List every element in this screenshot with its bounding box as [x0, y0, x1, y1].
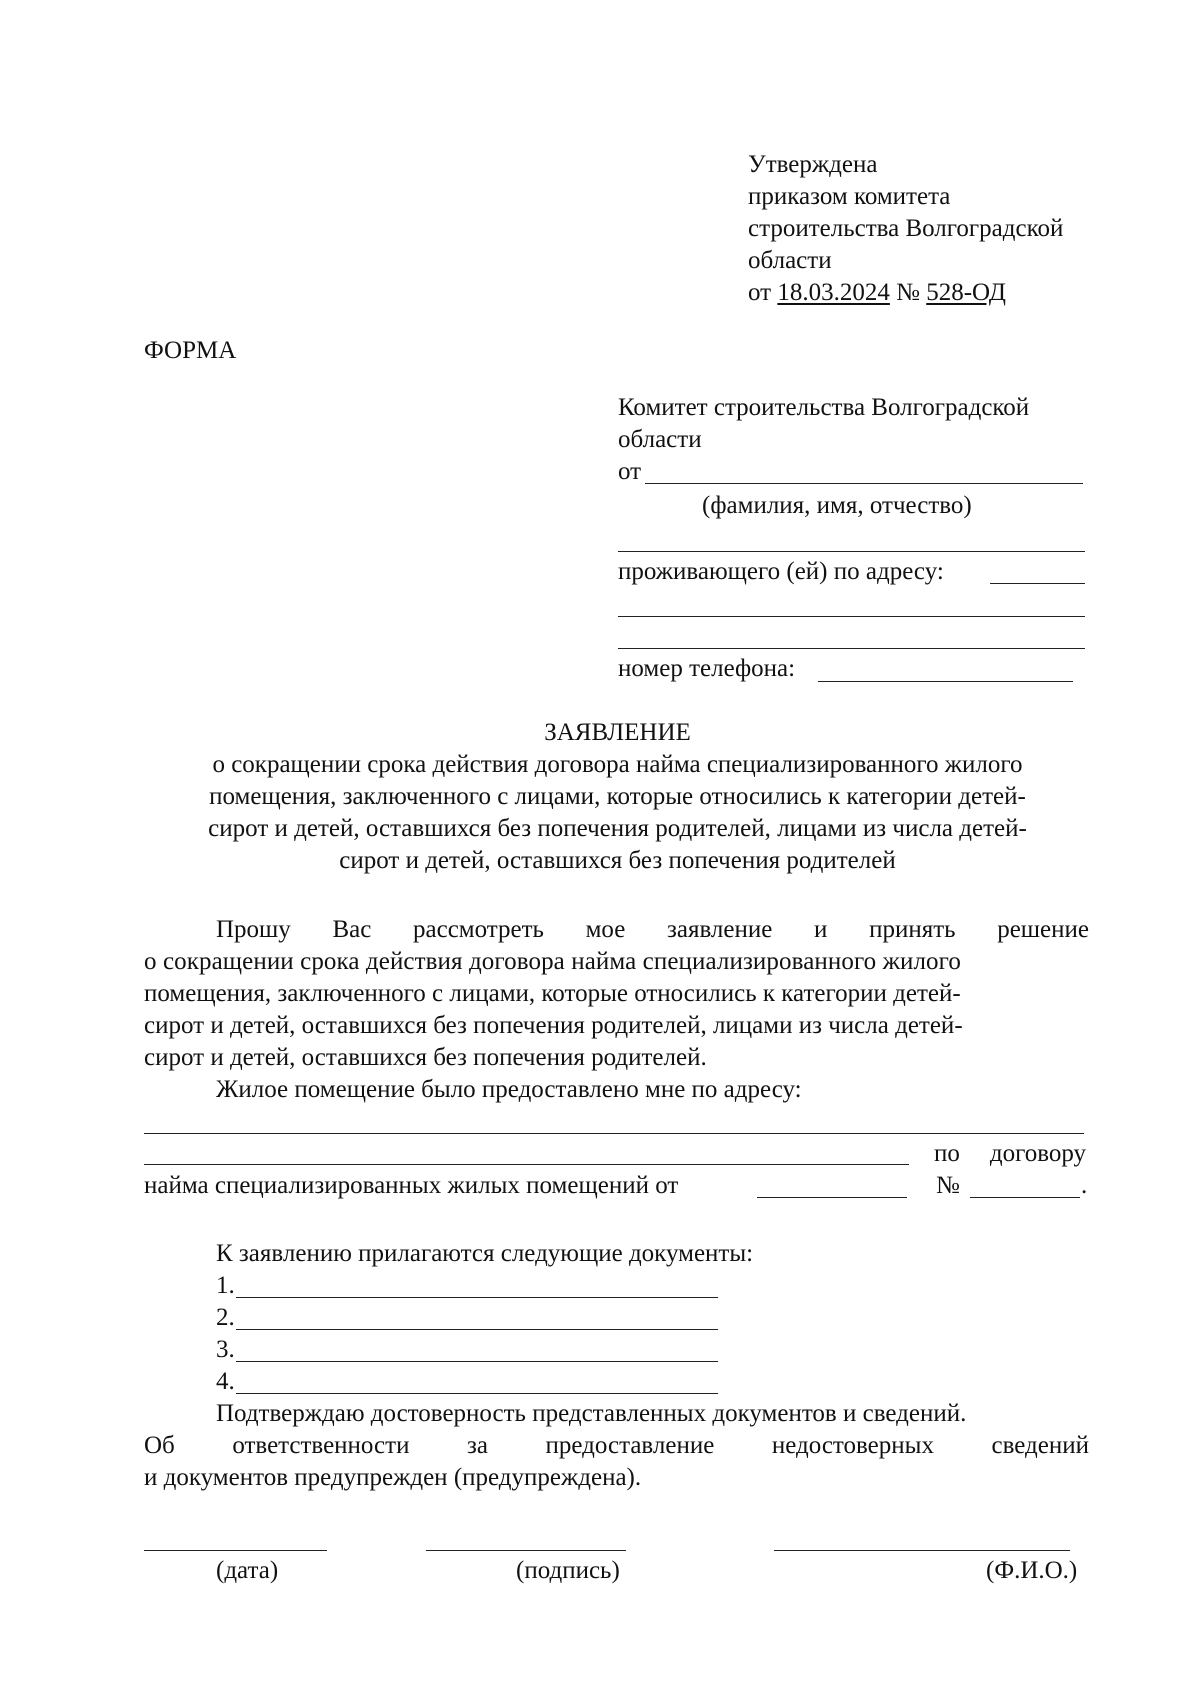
statement-subtitle-3: сирот и детей, оставшихся без попечения родителей, лицами из числа детей-	[208, 815, 1027, 842]
contract-period: .	[1081, 1172, 1088, 1199]
body-p1-line-3: помещения, заключенного с лицами, которые относились к категории детей-	[144, 980, 961, 1007]
confirmation-line-3: и документов предупрежден (предупреждена).	[144, 1464, 642, 1491]
attachment-line-2[interactable]	[236, 1329, 718, 1330]
fio-input-line-2[interactable]	[618, 551, 1085, 552]
residing-label: проживающего (ей) по адресу:	[618, 558, 944, 585]
contract-line: найма специализированных жилых помещений от	[144, 1172, 679, 1199]
approval-date-line	[748, 277, 1006, 309]
attachment-num-3: 3.	[216, 1336, 235, 1363]
address-input-line-3[interactable]	[618, 648, 1085, 649]
phone-input-line[interactable]	[818, 681, 1073, 682]
date-signature-line[interactable]	[144, 1550, 327, 1551]
attachment-line-3[interactable]	[236, 1361, 718, 1362]
confirmation-line-1: Подтверждаю достоверность представленных документов и сведений.	[216, 1400, 967, 1427]
word: решение	[997, 916, 1089, 943]
signature-sign-hint: (подпись)	[516, 1557, 620, 1584]
form-label: ФОРМА	[144, 337, 237, 364]
phone-label: номер телефона:	[618, 655, 796, 682]
word: недостоверных	[771, 1432, 934, 1459]
word: Вас	[332, 916, 372, 943]
contract-number-line[interactable]	[970, 1197, 1080, 1198]
contract-words	[934, 1138, 1086, 1170]
addressee-from-label: от	[618, 458, 642, 485]
sign-signature-line[interactable]	[426, 1550, 626, 1551]
statement-title: ЗАЯВЛЕНИЕ	[544, 719, 691, 746]
body-p2: Жилое помещение было предоставлено мне по адресу:	[216, 1076, 802, 1103]
attachment-line-4[interactable]	[236, 1393, 718, 1394]
approval-num-sign: №	[896, 279, 920, 306]
confirmation-line-2	[144, 1430, 1089, 1462]
word: предоставление	[545, 1432, 715, 1459]
word: Об	[144, 1432, 175, 1459]
attachment-num-1: 1.	[216, 1272, 235, 1299]
word: за	[466, 1432, 488, 1459]
word: сведений	[991, 1432, 1089, 1459]
body-p1-line-4: сирот и детей, оставшихся без попечения родителей, лицами из числа детей-	[144, 1012, 963, 1039]
attachment-num-4: 4.	[216, 1368, 235, 1395]
approval-line-1: Утверждена	[748, 151, 878, 178]
statement-subtitle-2: помещения, заключенного с лицами, которые относились к категории детей-	[209, 783, 1026, 810]
signature-fio-hint: (Ф.И.О.)	[986, 1557, 1078, 1584]
body-p1-line-2: о сокращении срока действия договора найма специализированного жилого	[144, 948, 961, 975]
fio-signature-line[interactable]	[774, 1550, 1070, 1551]
attachment-num-2: 2.	[216, 1304, 235, 1331]
statement-subtitle-1: о сокращении срока действия договора найма специализированного жилого	[212, 751, 1023, 778]
address-input-line-1[interactable]	[990, 583, 1085, 584]
word: мое	[585, 916, 626, 943]
housing-address-line-1[interactable]	[144, 1133, 1084, 1134]
word: и	[814, 916, 828, 943]
word: принять	[869, 916, 956, 943]
signature-date-hint: (дата)	[216, 1557, 279, 1584]
word: ответственности	[232, 1432, 410, 1459]
housing-address-line-2[interactable]	[144, 1164, 909, 1165]
approval-date: 18.03.2024	[777, 279, 890, 306]
contract-date-line[interactable]	[757, 1197, 907, 1198]
body-p1-line-1	[216, 914, 1089, 946]
word: по	[934, 1140, 960, 1167]
attachment-line-1[interactable]	[236, 1297, 718, 1298]
approval-line-3: строительства Волгоградской	[748, 215, 1064, 242]
statement-subtitle-4: сирот и детей, оставшихся без попечения родителей	[339, 847, 896, 874]
addressee-line-1: Комитет строительства Волгоградской	[618, 394, 1030, 421]
word: рассмотреть	[413, 916, 544, 943]
word: договору	[989, 1140, 1086, 1167]
fio-hint: (фамилия, имя, отчество)	[702, 492, 972, 519]
approval-line-2: приказом комитета	[748, 183, 951, 210]
addressee-line-2: области	[618, 426, 702, 453]
word: Прошу	[216, 916, 291, 943]
body-p1-line-5: сирот и детей, оставшихся без попечения родителей.	[144, 1044, 707, 1071]
word: заявление	[666, 916, 773, 943]
address-input-line-2[interactable]	[618, 616, 1085, 617]
approval-line-4: области	[748, 247, 832, 274]
fio-input-line[interactable]	[645, 483, 1083, 484]
approval-prefix: от	[748, 279, 772, 306]
approval-number: 528-ОД	[926, 279, 1006, 306]
contract-num-sign: №	[936, 1172, 960, 1199]
attachments-intro: К заявлению прилагаются следующие документы:	[216, 1240, 754, 1267]
